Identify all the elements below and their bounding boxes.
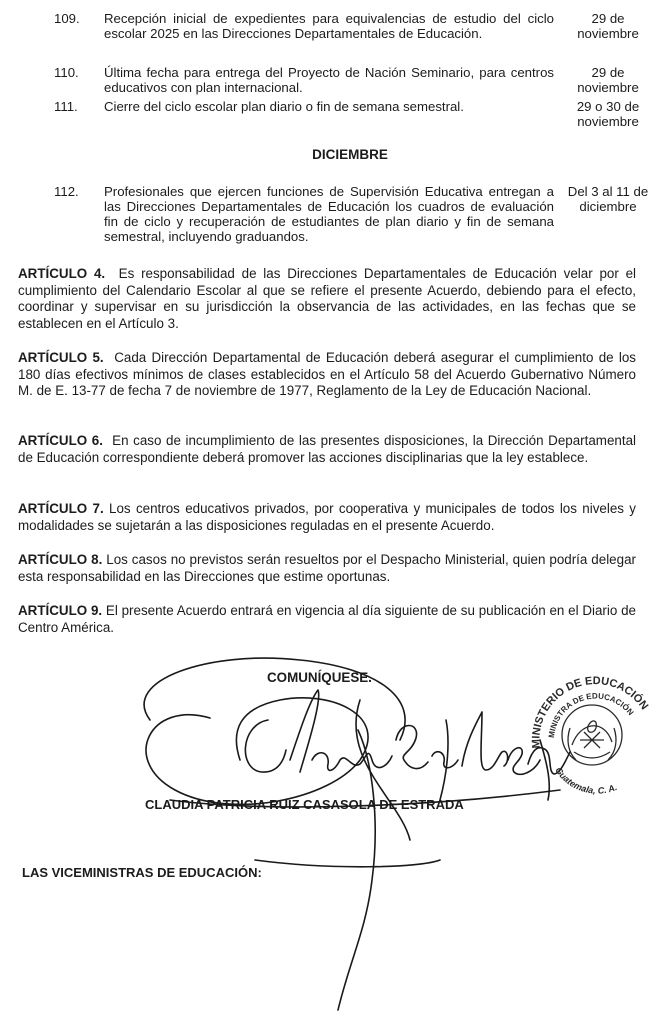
seal-outer-text: MINISTERIO DE EDUCACIÓN (530, 674, 651, 749)
article-label: ARTÍCULO 9. (18, 603, 103, 618)
activity-date: 29 de noviembre (577, 65, 639, 95)
seal-inner-text: MINISTRA DE EDUCACIÓN (546, 691, 636, 739)
activity-row (54, 65, 654, 95)
activity-number: 110. (54, 65, 79, 80)
article-text: Es responsabilidad de las Direcciones Departamentales de Educación velar por el cumplimiento del Calendario Escolar al que se refiere el presente Acuerdo, debiendo para el efecto, coordinar y supervisar en su jurisdicción la observancia de las actividades, en las fechas que se establecen en el Artículo 3. (18, 266, 636, 331)
activity-row (54, 184, 654, 244)
article-label: ARTÍCULO 7. (18, 501, 104, 516)
activity-description: Cierre del ciclo escolar plan diario o fin de semana semestral. (104, 99, 464, 114)
activity-row (54, 11, 654, 41)
vice-ministers-label: LAS VICEMINISTRAS DE EDUCACIÓN: (22, 865, 262, 880)
activity-description: Profesionales que ejercen funciones de Supervisión Educativa entregan a las Direcciones Departamentales de Educación los cuadros de evaluación fin de ciclo y recuperación de estudiantes de plan diario y fin de semana semestral, incluyendo graduandos. (104, 184, 554, 244)
article-8 (18, 552, 636, 585)
article-text: El presente Acuerdo entrará en vigencia al día siguiente de su publicación en el Diario de Centro América. (18, 603, 636, 635)
article-label: ARTÍCULO 8. (18, 552, 103, 567)
article-text: Los centros educativos privados, por cooperativa y municipales de todos los niveles y modalidades se sujetarán a las disposiciones reguladas en el presente Acuerdo. (18, 501, 636, 533)
activity-number: 112. (54, 184, 79, 199)
minister-name: CLAUDIA PATRICIA RUIZ CASASOLA DE ESTRADA (145, 797, 464, 812)
article-label: ARTÍCULO 5. (18, 350, 104, 365)
article-4 (18, 266, 636, 332)
activity-description: Recepción inicial de expedientes para equivalencias de estudio del ciclo escolar 2025 en las Direcciones Departamentales de Educación. (104, 11, 554, 41)
article-6 (18, 433, 636, 466)
article-label: ARTÍCULO 6. (18, 433, 103, 448)
article-text: En caso de incumplimiento de las presentes disposiciones, la Dirección Departamental de Educación correspondiente deberá promover las acciones disciplinarias que la ley establece. (18, 433, 636, 465)
article-text: Cada Dirección Departamental de Educación deberá asegurar el cumplimiento de los 180 días efectivos mínimos de clases establecidos en el Artículo 58 del Acuerdo Gubernativo Número M. de E. 13-77 de fecha 7 de noviembre de 1977, Reglamento de la Ley de Educación Nacional. (18, 350, 636, 398)
activity-number: 109. (54, 11, 80, 26)
activity-date: 29 de noviembre (577, 11, 639, 41)
article-text: Los casos no previstos serán resueltos por el Despacho Ministerial, quien podría delegar esta responsabilidad en las Direcciones que estime oportunas. (18, 552, 636, 584)
activity-description: Última fecha para entrega del Proyecto de Nación Seminario, para centros educativos con plan internacional. (104, 65, 554, 95)
month-heading: DICIEMBRE (312, 147, 388, 162)
article-9 (18, 603, 636, 636)
activity-date: 29 o 30 de noviembre (576, 99, 640, 129)
seal-bottom-text: Guatemala, C. A. (553, 765, 619, 796)
closing-text: COMUNÍQUESE. (267, 670, 372, 685)
activity-row (54, 99, 654, 129)
activity-date: Del 3 al 11 de diciembre (567, 184, 649, 214)
article-7 (18, 501, 636, 534)
article-label: ARTÍCULO 4. (18, 266, 106, 281)
activity-number: 111. (54, 99, 78, 114)
article-5 (18, 350, 636, 400)
